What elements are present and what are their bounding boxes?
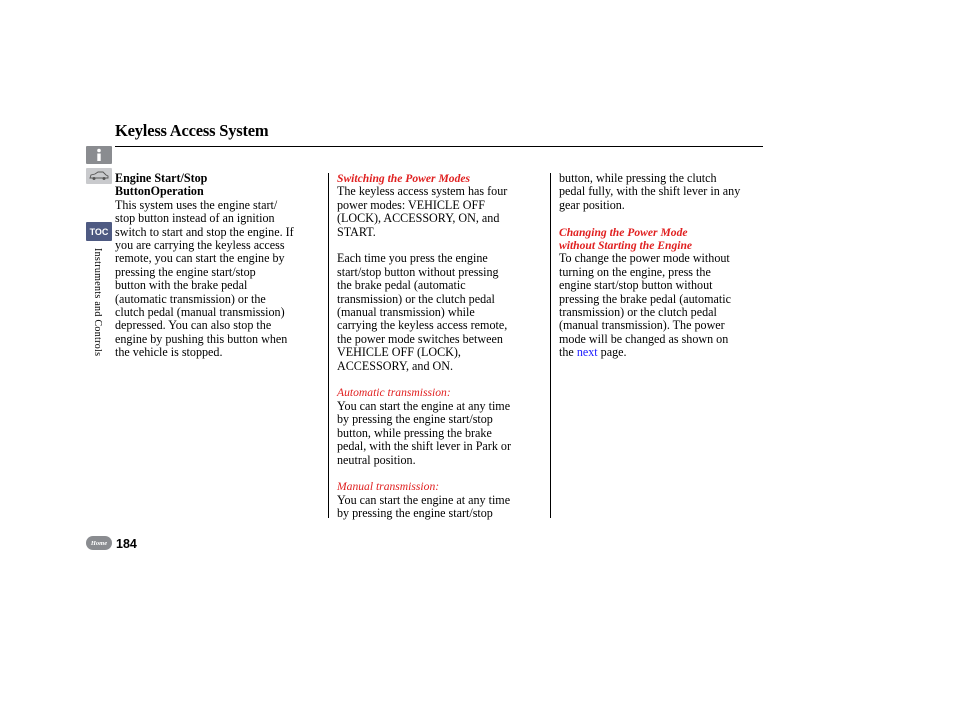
body-text: You can start the engine at any time by pressing the engine start/stop button, while pressing the brake pedal, with the shift lever in Park or neutral position. [337, 398, 511, 467]
column-divider [550, 173, 551, 518]
home-icon: Home [90, 539, 108, 547]
toc-button[interactable]: TOC [86, 222, 112, 241]
info-button[interactable] [86, 146, 112, 164]
info-icon [93, 148, 105, 162]
title-divider [115, 146, 763, 147]
subsection-heading: Changing the Power Mode without Starting the Engine [559, 225, 693, 253]
body-text: This system uses the engine start/ stop button instead of an ignition switch to start and stop the engine. If you are carrying the keyless access remote, you can start the engine by pressing the engine start/stop button with the brake pedal (automatic transmission) or the clutch pedal (manual transmission) depressed. You can also stop the engine by pushing this button when the vehicle is stopped. [115, 197, 294, 360]
subsection-heading: Switching the Power Modes [337, 172, 471, 185]
page-title: Keyless Access System [115, 121, 269, 140]
column-2 [337, 172, 541, 521]
car-icon [88, 171, 110, 181]
body-text [559, 252, 763, 359]
body-text: Each time you press the engine start/stop button without pressing the brake pedal (automatic transmission) or the clutch pedal (manual transmission) while carrying the keyless access remote, the power mode switches between VEHICLE OFF (LOCK), ACCESSORY, and ON. [337, 251, 508, 373]
body-text-span: To change the power mode without turning on the engine, press the engine start/stop button without pressing the brake pedal (automatic transmission) or the clutch pedal (manual transmission). The power mode will be changed as shown on the [559, 251, 731, 360]
home-button[interactable] [86, 536, 112, 550]
next-page-link[interactable]: next [576, 345, 598, 360]
body-text: You can start the engine at any time by pressing the engine start/stop [337, 492, 511, 521]
body-text: button, while pressing the clutch pedal fully, with the shift lever in any gear position. [559, 171, 741, 212]
column-divider [328, 173, 329, 518]
column-1 [115, 172, 323, 360]
body-text-span: page. [597, 345, 627, 360]
page-number: 184 [116, 537, 137, 551]
subsection-heading: Automatic transmission: [337, 386, 451, 400]
section-tab[interactable]: Instruments and Controls [92, 248, 103, 357]
vehicle-button[interactable] [86, 168, 112, 184]
section-heading: Engine Start/Stop ButtonOperation [115, 171, 208, 199]
body-text: The keyless access system has four power modes: VEHICLE OFF (LOCK), ACCESSORY, ON, and START. [337, 184, 508, 239]
subsection-heading: Manual transmission: [337, 480, 440, 494]
column-3 [559, 172, 763, 360]
